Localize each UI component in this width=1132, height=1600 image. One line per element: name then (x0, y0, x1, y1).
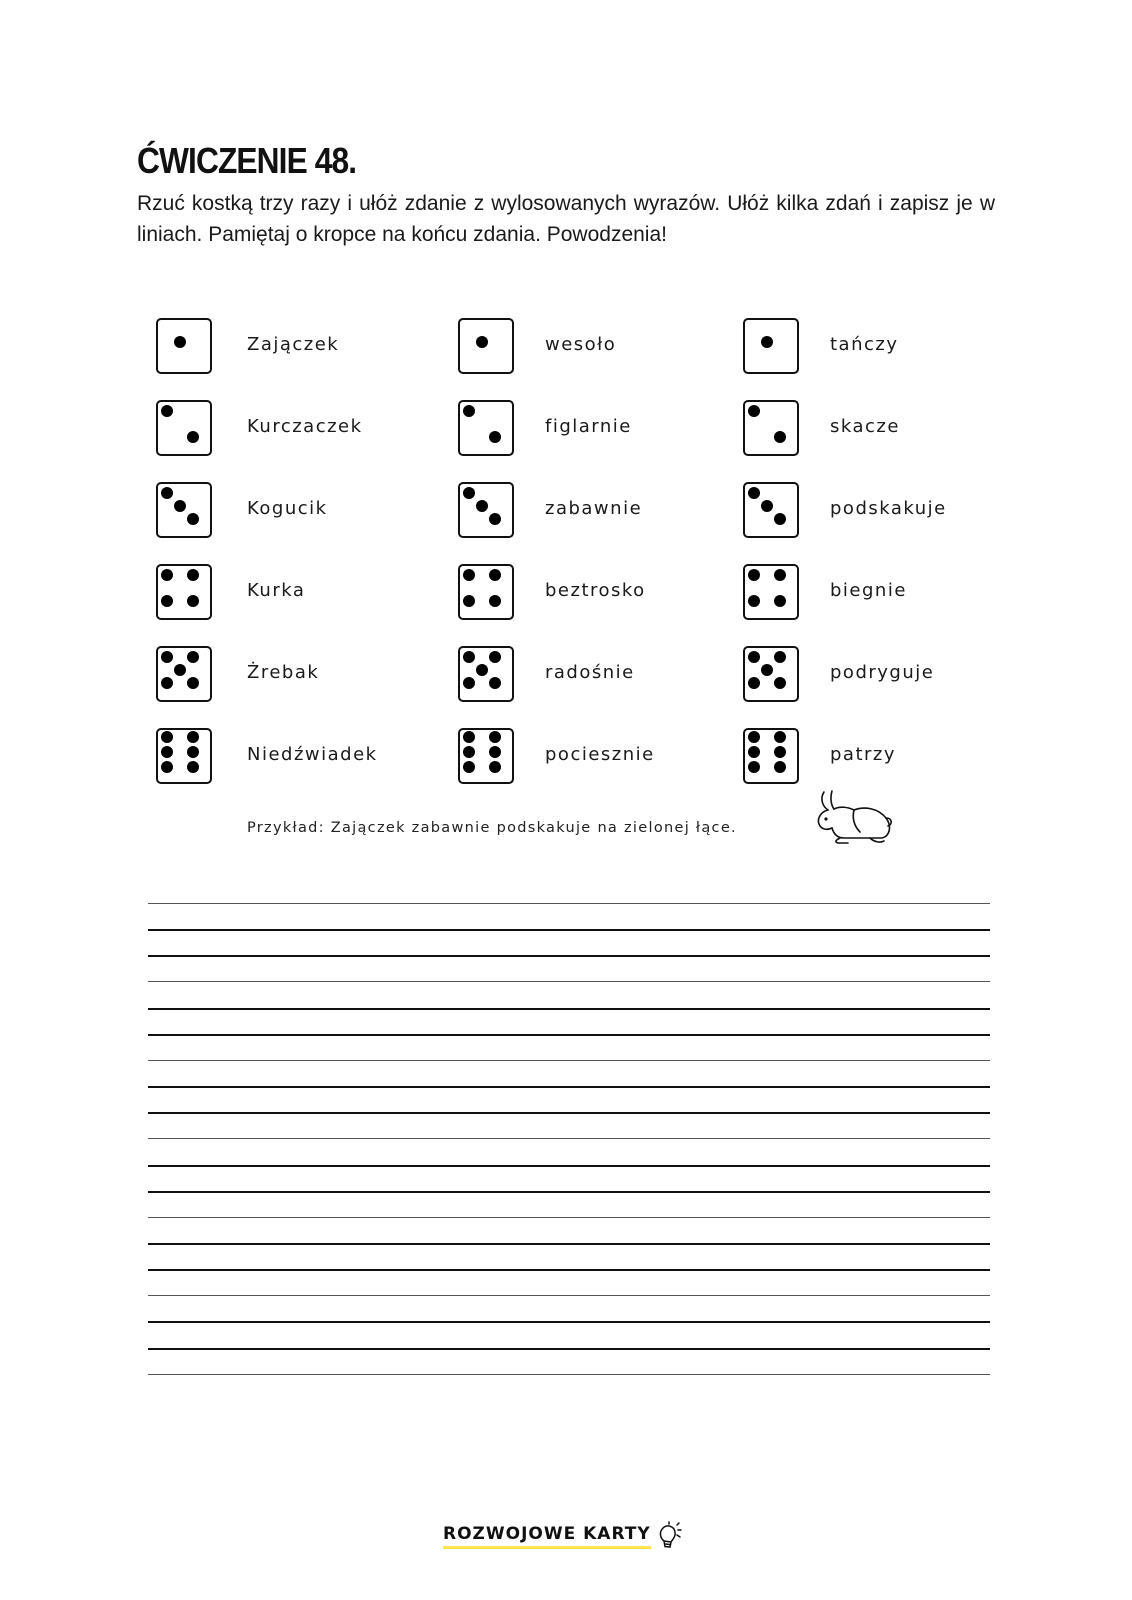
die-pip (748, 761, 760, 773)
die-6 (458, 728, 514, 784)
die-6 (743, 728, 799, 784)
die-pip (187, 431, 199, 443)
die-1 (458, 318, 514, 374)
writing-line[interactable] (148, 981, 990, 982)
die-pip (187, 731, 199, 743)
die-pip (761, 336, 773, 348)
die-pip (748, 677, 760, 689)
die-pip (774, 746, 786, 758)
die-4 (156, 564, 212, 620)
writing-line[interactable] (148, 1060, 990, 1061)
writing-line[interactable] (148, 1374, 990, 1375)
die-pip (489, 651, 501, 663)
die-pip (174, 500, 186, 512)
word-verbs: biegnie (830, 580, 907, 601)
die-pip (774, 595, 786, 607)
writing-line[interactable] (148, 1008, 990, 1010)
writing-line[interactable] (148, 1295, 990, 1296)
die-pip (748, 569, 760, 581)
die-pip (489, 731, 501, 743)
die-pip (161, 761, 173, 773)
writing-line[interactable] (148, 1217, 990, 1218)
die-pip (463, 405, 475, 417)
die-pip (476, 664, 488, 676)
word-verbs: tańczy (830, 334, 899, 355)
die-1 (743, 318, 799, 374)
word-adverbs: radośnie (545, 662, 635, 683)
writing-line[interactable] (148, 1321, 990, 1323)
die-pip (161, 677, 173, 689)
die-pip (187, 651, 199, 663)
die-pip (489, 431, 501, 443)
lightbulb-icon (655, 1521, 683, 1551)
writing-line[interactable] (148, 1112, 990, 1114)
die-pip (161, 731, 173, 743)
die-pip (463, 651, 475, 663)
die-pip (489, 746, 501, 758)
die-2 (458, 400, 514, 456)
word-nouns: Kurka (247, 580, 306, 601)
writing-line[interactable] (148, 1269, 990, 1271)
die-pip (463, 595, 475, 607)
die-pip (161, 487, 173, 499)
brand-name: ROZWOJOWE KARTY (443, 1524, 651, 1549)
writing-line[interactable] (148, 903, 990, 904)
word-adverbs: pociesznie (545, 744, 655, 765)
die-pip (463, 761, 475, 773)
die-pip (774, 431, 786, 443)
die-6 (156, 728, 212, 784)
die-pip (748, 746, 760, 758)
die-pip (187, 746, 199, 758)
die-pip (489, 513, 501, 525)
writing-line[interactable] (148, 1243, 990, 1245)
die-pip (187, 595, 199, 607)
die-pip (187, 677, 199, 689)
die-pip (748, 731, 760, 743)
die-pip (774, 513, 786, 525)
die-pip (489, 761, 501, 773)
word-adverbs: beztrosko (545, 580, 646, 601)
exercise-title: ĆWICZENIE 48. (137, 140, 357, 181)
die-3 (458, 482, 514, 538)
writing-line[interactable] (148, 1348, 990, 1350)
brand-footer (443, 1521, 683, 1551)
die-4 (743, 564, 799, 620)
writing-line[interactable] (148, 929, 990, 931)
die-pip (489, 677, 501, 689)
word-nouns: Zajączek (247, 334, 340, 355)
die-pip (774, 651, 786, 663)
die-2 (743, 400, 799, 456)
word-verbs: patrzy (830, 744, 897, 765)
writing-line[interactable] (148, 1086, 990, 1088)
die-pip (748, 651, 760, 663)
die-pip (187, 569, 199, 581)
die-pip (161, 651, 173, 663)
die-pip (774, 677, 786, 689)
die-5 (458, 646, 514, 702)
die-pip (187, 513, 199, 525)
die-pip (161, 569, 173, 581)
word-verbs: skacze (830, 416, 900, 437)
word-nouns: Kogucik (247, 498, 328, 519)
word-nouns: Kurczaczek (247, 416, 363, 437)
die-pip (748, 405, 760, 417)
die-pip (761, 500, 773, 512)
writing-line[interactable] (148, 1034, 990, 1036)
die-pip (774, 731, 786, 743)
die-1 (156, 318, 212, 374)
die-pip (174, 664, 186, 676)
die-4 (458, 564, 514, 620)
die-pip (161, 595, 173, 607)
word-adverbs: figlarnie (545, 416, 632, 437)
example-sentence: Przykład: Zajączek zabawnie podskakuje na zielonej łące. (247, 820, 737, 836)
die-pip (774, 761, 786, 773)
die-pip (761, 664, 773, 676)
rabbit-icon (814, 790, 894, 846)
writing-line[interactable] (148, 955, 990, 957)
word-verbs: podryguje (830, 662, 935, 683)
die-pip (161, 405, 173, 417)
die-pip (463, 731, 475, 743)
die-5 (743, 646, 799, 702)
word-adverbs: zabawnie (545, 498, 643, 519)
word-nouns: Niedźwiadek (247, 744, 378, 765)
die-pip (463, 746, 475, 758)
writing-line[interactable] (148, 1165, 990, 1167)
die-2 (156, 400, 212, 456)
die-pip (774, 569, 786, 581)
writing-line[interactable] (148, 1191, 990, 1193)
die-pip (174, 336, 186, 348)
die-pip (187, 761, 199, 773)
word-nouns: Żrebak (247, 662, 320, 683)
die-pip (476, 500, 488, 512)
word-verbs: podskakuje (830, 498, 947, 519)
die-pip (748, 487, 760, 499)
die-5 (156, 646, 212, 702)
die-pip (463, 569, 475, 581)
die-pip (161, 746, 173, 758)
word-adverbs: wesoło (545, 334, 617, 355)
die-3 (156, 482, 212, 538)
die-3 (743, 482, 799, 538)
die-pip (489, 569, 501, 581)
die-pip (463, 487, 475, 499)
die-pip (476, 336, 488, 348)
die-pip (748, 595, 760, 607)
writing-line[interactable] (148, 1138, 990, 1139)
die-pip (463, 677, 475, 689)
exercise-instruction: Rzuć kostką trzy razy i ułóż zdanie z wylosowanych wyrazów. Ułóż kilka zdań i zapisz je w liniach. Pamiętaj o kropce na końcu zdania. Powodzenia! (137, 192, 995, 246)
die-pip (489, 595, 501, 607)
